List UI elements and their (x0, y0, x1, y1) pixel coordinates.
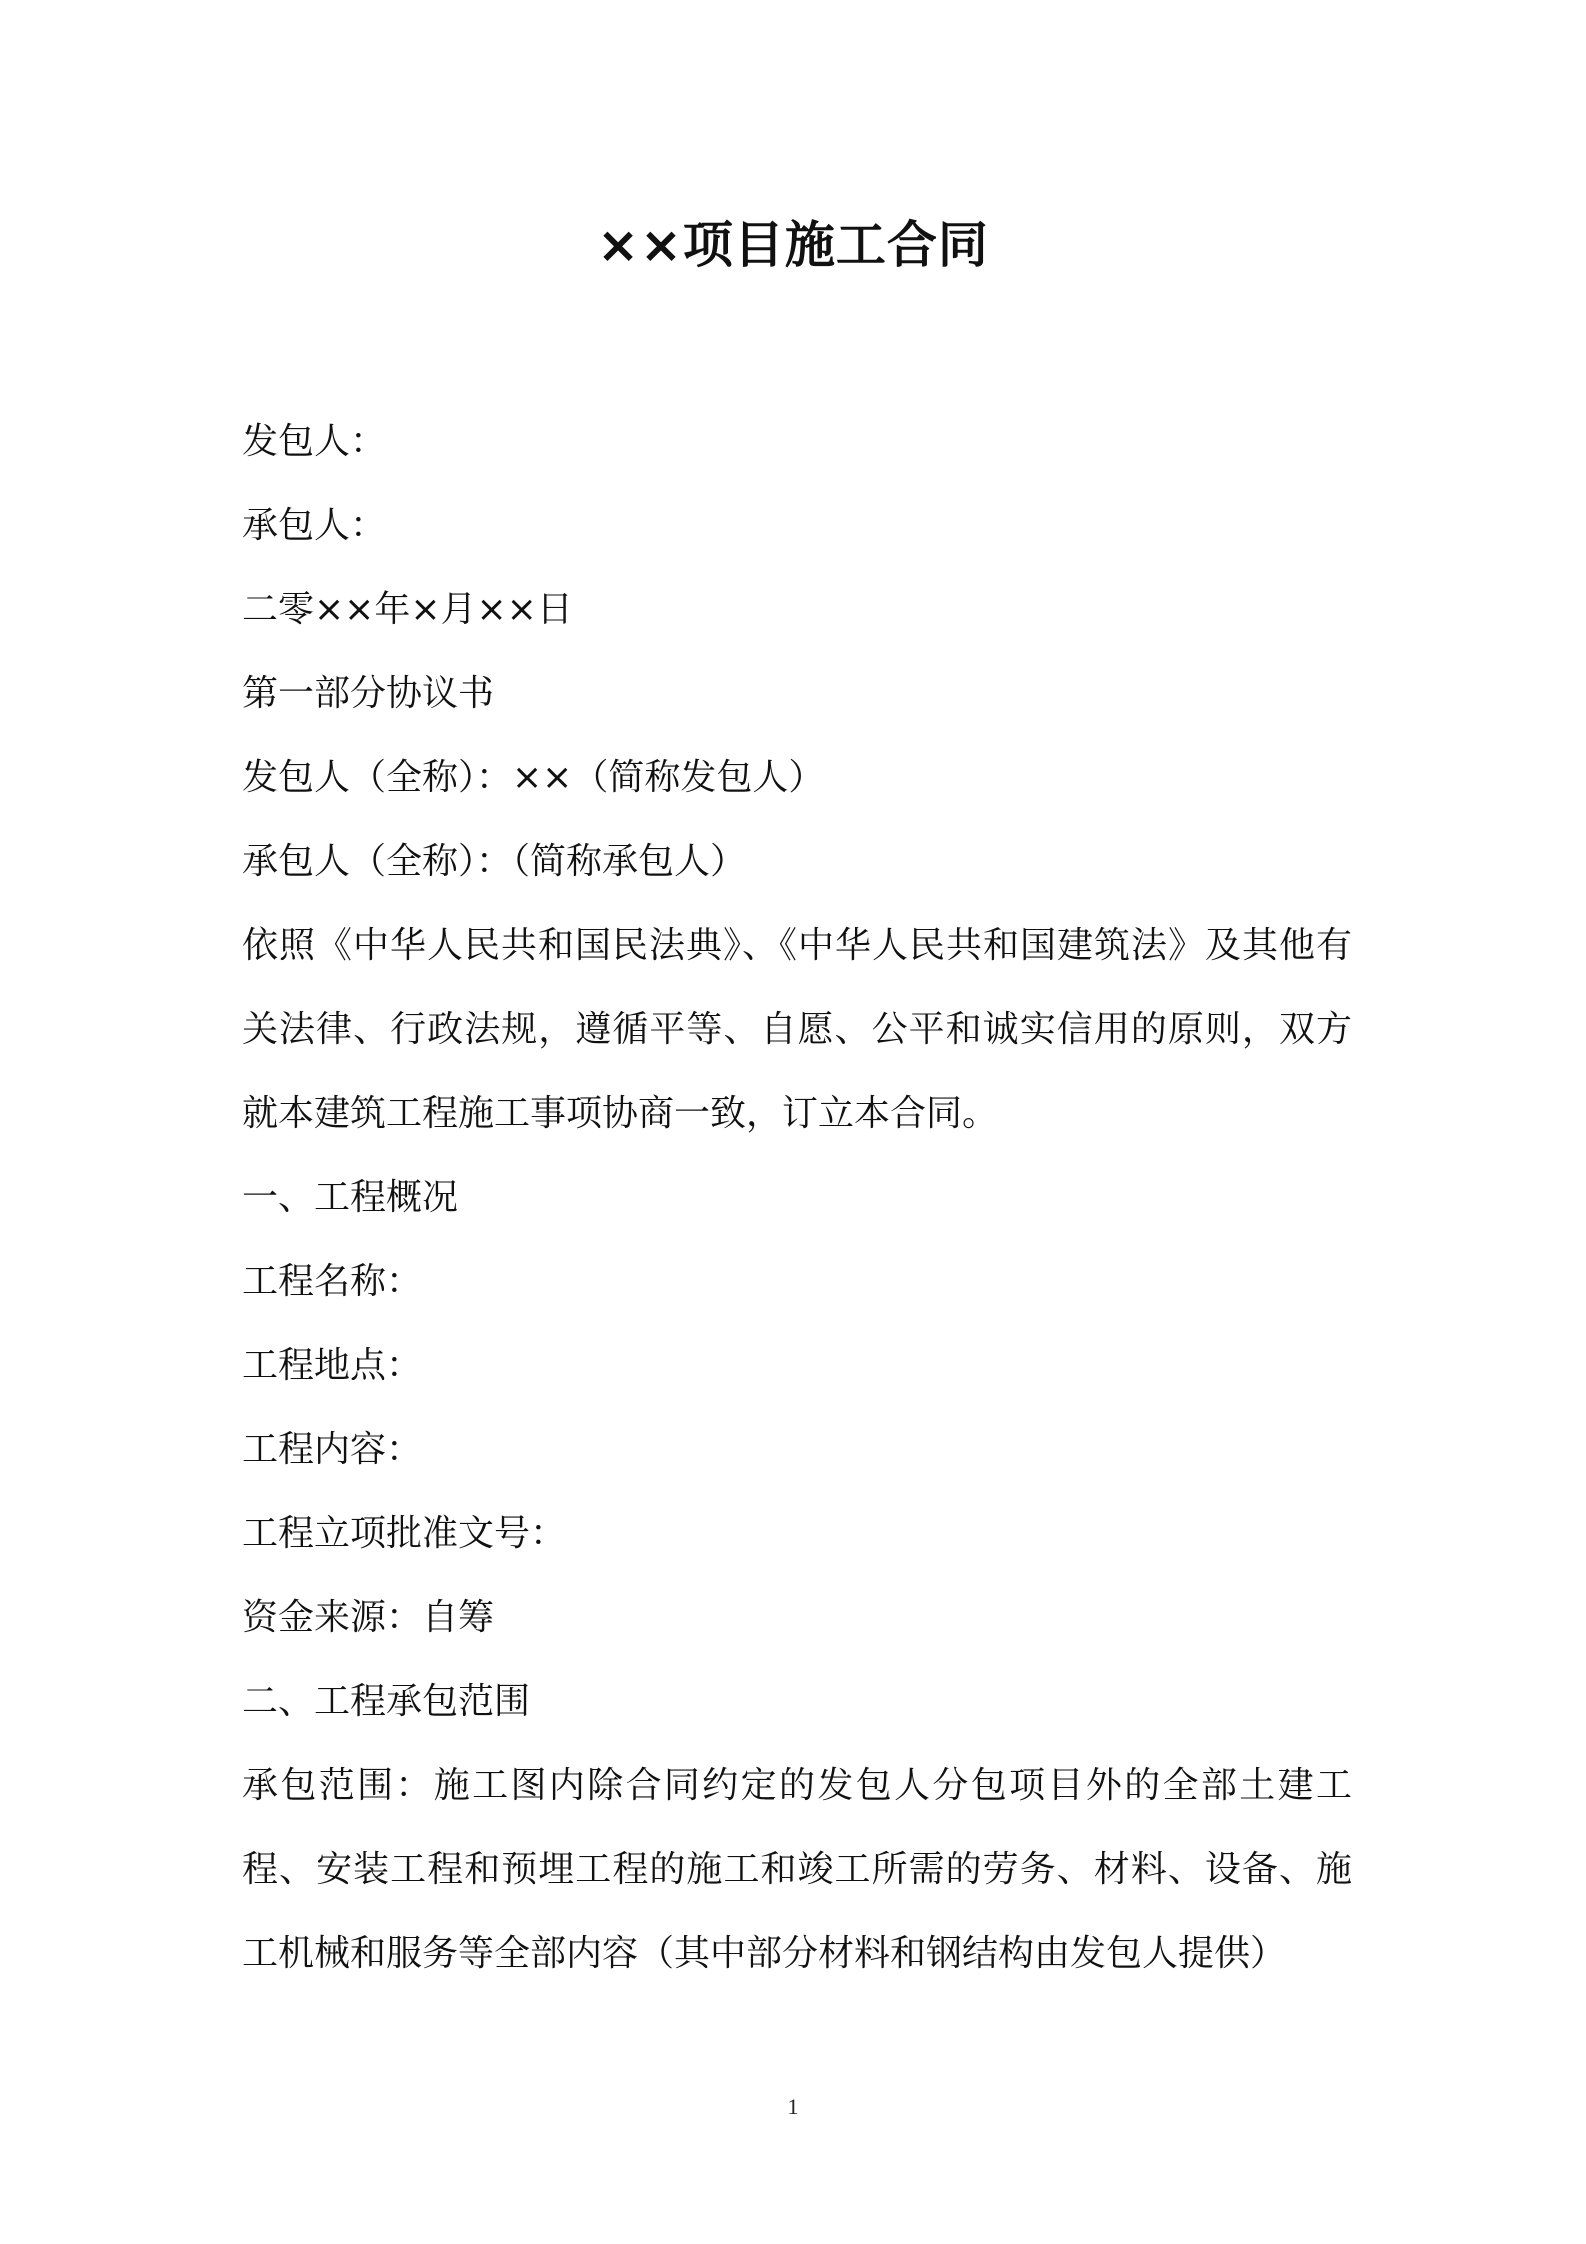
project-location-field: 工程地点： (242, 1345, 423, 1386)
contract-body (242, 400, 1352, 1996)
section-two-heading: 二、工程承包范围 (242, 1681, 531, 1722)
contractor-line: 承包人： (242, 505, 387, 546)
contract-title: ××项目施工合同 (597, 216, 989, 274)
approval-number-field: 工程立项批准文号： (242, 1513, 567, 1554)
employer-line: 发包人： (242, 421, 387, 462)
section-one-heading: 一、工程概况 (242, 1177, 459, 1218)
project-name-field: 工程名称： (242, 1261, 423, 1302)
part-one-heading: 第一部分协议书 (242, 673, 495, 714)
contractor-full-name: 承包人（全称）：（简称承包人） (242, 841, 747, 882)
date-line: 二零××年×月××日 (242, 589, 573, 630)
project-content-field: 工程内容： (242, 1429, 423, 1470)
page-number: 1 (787, 2094, 799, 2119)
funding-source-field: 资金来源：自筹 (242, 1597, 495, 1638)
preamble-paragraph: 依照《中华人民共和国民法典》、《中华人民共和国建筑法》及其他有关法律、行政法规，遵循平等、自愿、公平和诚实信用的原则，双方就本建筑工程施工事项协商一致，订立本合同。 (242, 925, 1352, 1134)
employer-full-name: 发包人（全称）：××（简称发包人） (242, 757, 825, 798)
scope-paragraph: 承包范围：施工图内除合同约定的发包人分包项目外的全部土建工程、安装工程和预埋工程的施工和竣工所需的劳务、材料、设备、施工机械和服务等全部内容（其中部分材料和钢结构由发包人提供） (242, 1765, 1352, 1974)
